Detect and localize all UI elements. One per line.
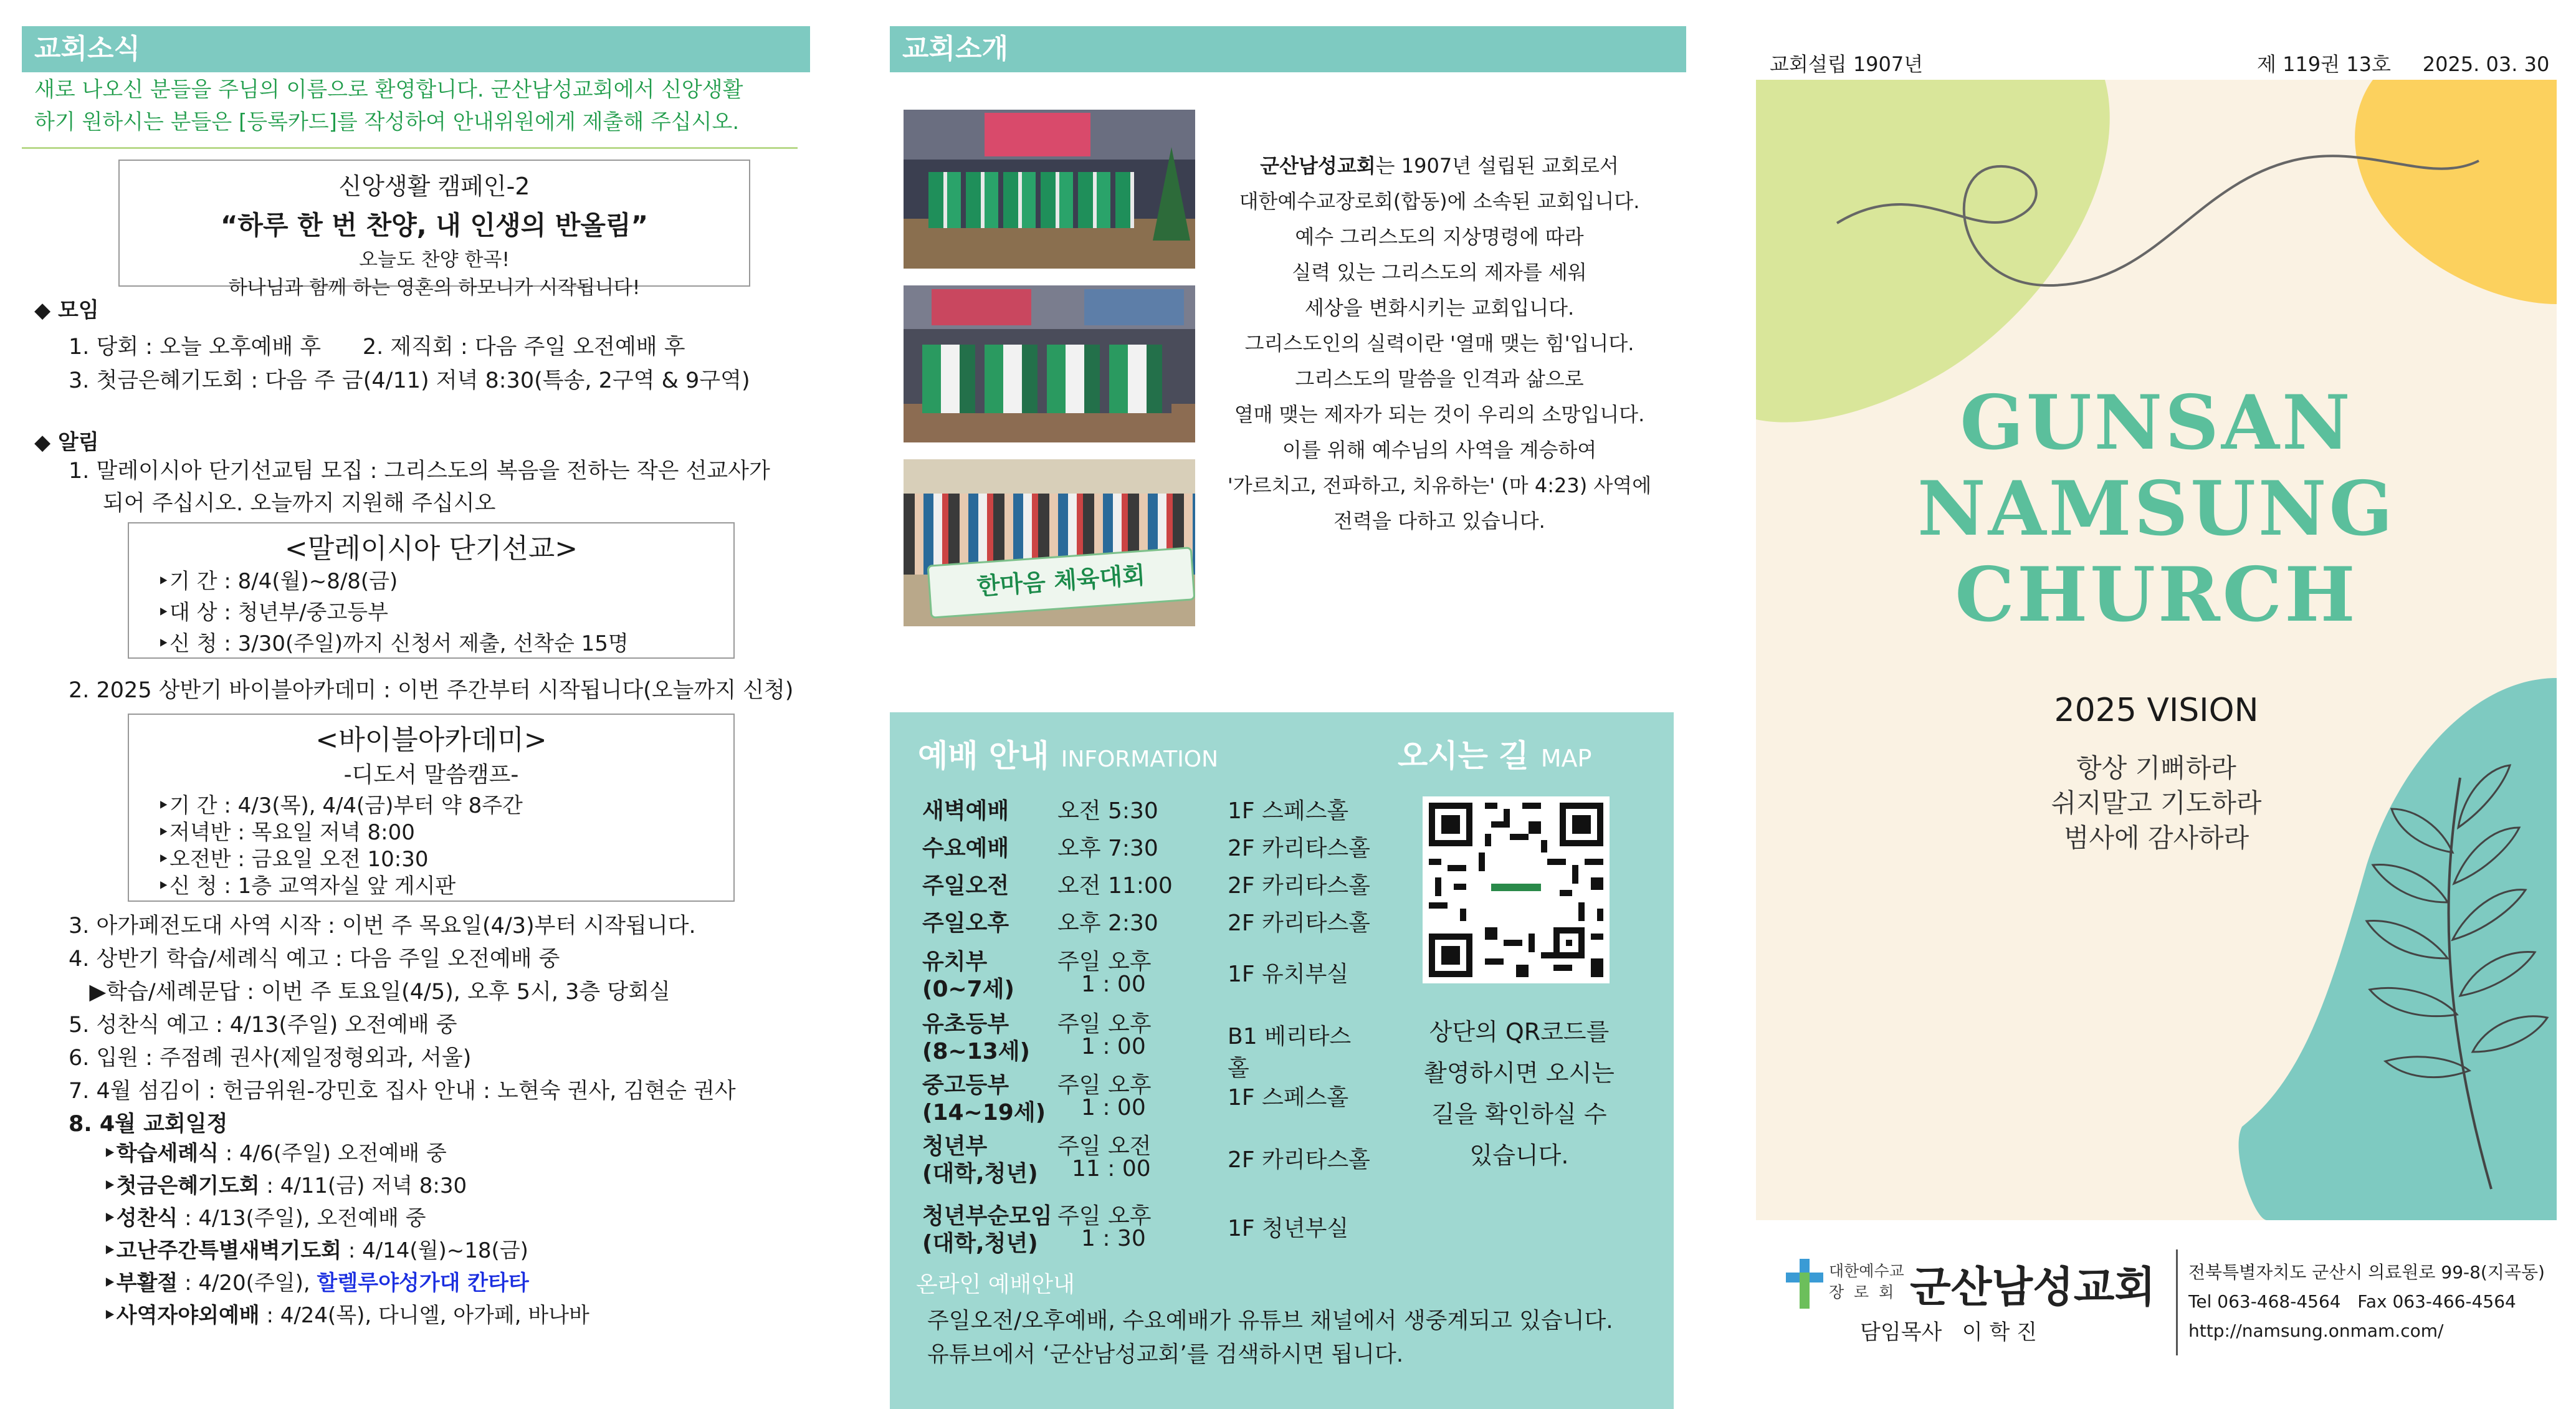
service-time: 오전 11:00 [1057,873,1173,899]
service-name: 주일오후 [922,910,1009,936]
service-place: 2F 카리타스홀 [1228,910,1370,936]
service-time-2: 1 : 00 [1081,1034,1146,1059]
malaysia-item: ‣신 청 : 3/30(주일)까지 신청서 제출, 선착순 15명 [157,631,629,656]
worship-table [922,793,1371,1261]
map-title-en: MAP [1540,745,1592,772]
schedule-event: ‣학습세례식 [103,1141,219,1166]
notices-rest [69,910,736,1141]
meeting-item: 1. 당회 : 오늘 오후예배 후 2. 제직회 : 다음 주일 오전예배 후 [69,335,685,360]
cover-decoration [1756,80,2557,1220]
intro-line: 세상을 변화시키는 교회입니다. [1304,296,1575,320]
intro-line: '가르치고, 전파하고, 치유하는' (마 4:23) 사역에 [1227,474,1652,497]
cover-title-line: NAMSUNG [1917,465,2396,553]
divider [22,147,798,149]
schedule-item [103,1202,589,1235]
intro-text [1215,148,1664,539]
worship-title [918,731,1218,776]
qr-code-graphic [1423,796,1610,983]
service-time: 주일 오후 [1057,1011,1152,1037]
intro-line: 예수 그리스도의 지상명령에 따라 [1295,225,1584,249]
church-logo [1786,1259,1823,1309]
campaign-slogan: “하루 한 번 찬양, 내 인생의 반올림” [220,210,649,241]
service-place: 1F 유치부실 [1228,962,1349,987]
notice-1-line-2: 되어 주십시오. 오늘까지 지원해 주십시오 [103,491,496,516]
april-schedule [103,1137,589,1332]
service-name: 주일오전 [922,873,1009,899]
service-time: 주일 오후 [1057,1072,1152,1098]
intro-line: 전력을 다하고 있습니다. [1333,509,1545,533]
phone: Tel 063-468-4564 Fax 063-466-4564 [2188,1291,2516,1312]
malaysia-item: ‣기 간 : 8/4(월)~8/8(금) [157,569,398,594]
notice-item: 3. 아가페전도대 사역 시작 : 이번 주 목요일(4/3)부터 시작됩니다. [69,914,696,939]
cover-verse: 쉬지말고 기도하라 [2051,788,2262,818]
schedule-event: ‣첫금은혜기도회 [103,1173,260,1198]
cover-title-line: GUNSAN [1960,379,2353,467]
map-desc-line: 길을 확인하실 수 [1431,1101,1607,1128]
welcome-line-1: 새로 나오신 분들을 주님의 이름으로 환영합니다. 군산남성교회에서 신앙생활 [34,77,743,102]
map-desc [1388,1011,1650,1176]
bible-item: ‣기 간 : 4/3(목), 4/4(금)부터 약 8주간 [157,793,523,818]
meetings-list [69,330,750,398]
online-line: 주일오전/오후예배, 수요예배가 유튜브 채널에서 생중계되고 있습니다. [927,1308,1613,1334]
cross-logo-icon [1786,1259,1823,1309]
bible-item: ‣신 청 : 1층 교역자실 앞 게시판 [157,874,456,899]
table-row [922,793,1371,831]
schedule-detail: : 4/20(주일), [178,1271,317,1296]
qr-code[interactable] [1423,796,1610,983]
service-name: 수요예배 [922,836,1009,861]
service-age: (14~19세) [922,1100,1046,1125]
service-time-2: 1 : 00 [1081,1095,1146,1120]
service-name: 중고등부 [922,1072,1009,1098]
bible-item: ‣저녁반 : 목요일 저녁 8:00 [157,820,415,845]
cover-verses [1756,751,2557,856]
cover-title [1756,380,2557,638]
bible-box [128,714,735,902]
notice-1-line-1: 1. 말레이시아 단기선교팀 모집 : 그리스도의 복음을 전하는 작은 선교사가 [69,459,770,484]
online-text [927,1304,1613,1372]
map-title [1398,731,1591,776]
service-time: 오후 7:30 [1057,836,1158,861]
welcome-line-2: 하기 원하시는 분들은 [등록카드]를 작성하여 안내위원에게 제출해 주십시오. [34,110,740,135]
schedule-highlight: 할렐루야성가대 칸타타 [317,1271,529,1296]
schedule-detail: : 4/6(주일) 오전예배 중 [218,1141,447,1166]
schedule-detail: : 4/11(금) 저녁 8:30 [259,1173,467,1198]
schedule-detail: : 4/14(월)~18(금) [341,1238,528,1263]
website-link[interactable]: http://namsung.onmam.com/ [2188,1321,2444,1341]
denomination-line: 장 로 회 [1829,1283,1894,1301]
service-time-2: 1 : 30 [1081,1226,1146,1251]
campaign-box [118,160,750,299]
cover-vision: 2025 VISION [2054,692,2259,729]
service-place: 1F 스페스홀 [1228,798,1349,824]
intro-line: 실력 있는 그리스도의 제자를 세워 [1292,260,1587,284]
news-header: 교회소식 [22,26,810,72]
campaign-sub-1: 오늘도 찬양 한곡! [359,249,510,271]
campaign-title: 신앙생활 캠페인-2 [338,173,530,200]
map-title-ko: 오시는 길 [1398,738,1529,774]
service-time: 주일 오전 [1057,1134,1152,1159]
bible-subtitle: -디도서 말씀캠프- [343,762,519,788]
schedule-item [103,1170,589,1202]
map-desc-line: 촬영하시면 오시는 [1424,1059,1615,1087]
footer-divider [2176,1249,2178,1355]
service-place: 2F 카리타스홀 [1228,836,1370,861]
welcome-text [34,74,743,138]
malaysia-title: <말레이시아 단기선교> [284,533,578,565]
schedule-event: ‣사역자야외예배 [103,1303,260,1328]
service-time-2: 1 : 00 [1081,972,1146,997]
service-time: 주일 오후 [1057,1203,1152,1229]
service-time: 오후 2:30 [1057,910,1158,936]
bible-title: <바이블아카데미> [315,724,547,756]
intro-line: 그리스도인의 실력이란 '열매 맺는 힘'입니다. [1244,332,1634,355]
address: 전북특별자치도 군산시 의료원로 99-8(지곡동) [2188,1262,2545,1282]
service-place: 1F 스페스홀 [1228,1085,1349,1110]
cover-art [1756,80,2557,1220]
service-age: (대학,청년) [922,1161,1038,1187]
service-place: 1F 청년부실 [1228,1216,1349,1241]
map-desc-line: 있습니다. [1469,1142,1569,1169]
schedule-item [103,1137,589,1170]
intro-line: 그리스도의 말씀을 인격과 삶으로 [1295,367,1584,391]
notices-heading: ◆ 알림 [34,430,99,455]
service-place: 2F 카리타스홀 [1228,873,1370,899]
online-line: 유튜브에서 ‘군산남성교회’를 검색하시면 됩니다. [927,1342,1404,1367]
table-row [922,1006,1371,1081]
service-time: 주일 오후 [1057,949,1152,975]
meetings-heading: ◆ 모임 [34,298,99,323]
worship-title-ko: 예배 안내 [918,738,1049,774]
intro-line: 는 1907년 설립된 교회로서 [1375,154,1619,178]
campaign-sub-2: 하나님과 함께 하는 영혼의 하모니가 시작됩니다! [228,277,641,299]
online-title: 온라인 예배안내 [916,1272,1075,1297]
table-row [922,831,1371,868]
bible-item: ‣오전반 : 금요일 오전 10:30 [157,847,429,872]
notice-item: ▶학습/세례문답 : 이번 주 토요일(4/5), 오후 5시, 3층 당회실 [69,980,670,1005]
photo-drama [904,285,1195,442]
cover-founded: 교회설립 1907년 [1770,52,1924,76]
schedule-item [103,1299,589,1332]
intro-header: 교회소개 [890,26,1686,72]
schedule-item [103,1267,589,1299]
notice-item: 8. 4월 교회일정 [69,1112,228,1137]
schedule-detail: : 4/13(주일), 오전예배 중 [178,1206,426,1231]
schedule-event: ‣부활절 [103,1271,178,1296]
intro-line: 대한예수교장로회(합동)에 소속된 교회입니다. [1239,189,1640,213]
schedule-event: ‣성찬식 [103,1206,178,1231]
notice-item: 5. 성찬식 예고 : 4/13(주일) 오전예배 중 [69,1013,457,1038]
notice-2: 2. 2025 상반기 바이블아카데미 : 이번 주간부터 시작됩니다(오늘까지 신청) [69,678,794,703]
service-age: (0~7세) [922,977,1014,1002]
notice-item: 4. 상반기 학습/세례식 예고 : 다음 주일 오전예배 중 [69,947,560,972]
schedule-event: ‣고난주간특별새벽기도회 [103,1238,342,1263]
notice-item: 7. 4월 섬김이 : 헌금위원-강민호 집사 안내 : 노현숙 권사, 김현순 권사 [69,1079,736,1104]
intro-line: 이를 위해 예수님의 사역을 계승하여 [1282,438,1597,462]
service-name: 청년부 [922,1134,988,1159]
intro-lead: 군산남성교회 [1260,154,1376,178]
cover-verse: 항상 기뻐하라 [2076,753,2236,783]
photo-choir [904,110,1195,269]
info-box [890,712,1674,1409]
meeting-item: 3. 첫금은혜기도회 : 다음 주 금(4/11) 저녁 8:30(특송, 2구역 & 9구역) [69,368,750,393]
schedule-item [103,1235,589,1267]
table-row [922,868,1371,905]
denomination-line: 대한예수교 [1829,1262,1904,1280]
table-row [922,1198,1371,1261]
intro-line: 열매 맺는 제자가 되는 것이 우리의 소망입니다. [1234,403,1645,426]
contact-info [2188,1258,2545,1345]
cover-title-line: CHURCH [1955,551,2358,639]
service-time: 오전 5:30 [1057,798,1158,824]
table-row [922,1067,1371,1129]
map-desc-line: 상단의 QR코드를 [1429,1018,1610,1046]
service-place: 2F 카리타스홀 [1228,1147,1370,1173]
service-place: B1 베리타스홀 [1228,1024,1352,1081]
service-age: (대학,청년) [922,1231,1038,1256]
service-time-2: 11 : 00 [1072,1156,1151,1182]
service-name: 청년부순모임 [922,1203,1052,1229]
pastor: 담임목사 이 학 진 [1860,1320,2037,1345]
service-name: 새벽예배 [922,798,1009,824]
malaysia-box [128,522,735,659]
denomination [1829,1261,1904,1303]
worship-title-en: INFORMATION [1061,747,1219,772]
schedule-detail: : 4/24(목), 다니엘, 아가페, 바나바 [259,1303,589,1328]
malaysia-item: ‣대 상 : 청년부/중고등부 [157,600,388,625]
cover-verse: 범사에 감사하라 [2063,823,2249,853]
banner-text: 한마음 체육대회 [976,561,1147,601]
service-name: 유치부 [922,949,988,975]
notice-item: 6. 입원 : 주점례 권사(제일정형외과, 서울) [69,1046,472,1071]
service-name: 유초등부 [922,1011,1009,1037]
table-row [922,905,1371,944]
photo-group [904,459,1195,626]
cover-issue: 제 119권 13호 2025. 03. 30 [2257,52,2550,76]
service-age: (8~13세) [922,1039,1030,1064]
church-name: 군산남성교회 [1910,1263,2156,1312]
table-row [922,944,1371,1006]
notice-1 [69,455,770,520]
table-row [922,1129,1371,1198]
